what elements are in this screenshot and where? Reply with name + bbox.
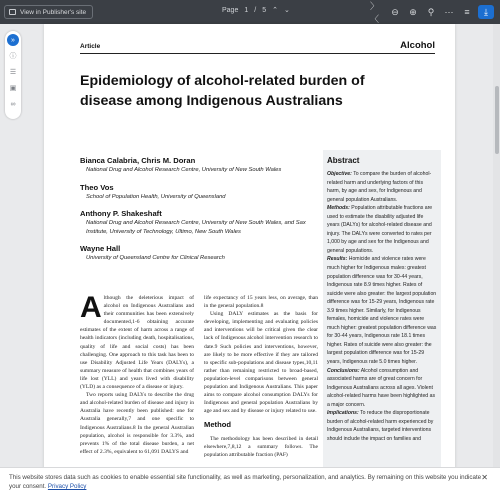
- article-type-label: Article: [80, 43, 101, 50]
- author-block: [80, 156, 310, 175]
- author-name: Wayne Hall: [80, 244, 121, 253]
- cookie-text: This website stores data such as cookies to enable essential site functionality, as well as marketing, personalization, and analytics. By remaining on this website you indicate your consent.: [9, 474, 482, 490]
- body-paragraph: lthough the deleterious impact of alcohol on Indigenous Australians and their communities has been extensively documented,1-6 obtaining accurate estimates of the extent of harm across a range of health indicators (including death, hospitalisations, quality of life and social costs) has been challenging. One approach to this task has been to use Disability Adjusted Life Years (DALYs), a summary measure of health that combines years of life lost (YLL) and years lived with disability (YLD) as a consequence of a disease or injury.: [80, 295, 194, 391]
- body-paragraph: Two reports using DALYs to describe the drug and alcohol-related burden of disease and injury in Australia have recently been published: one for Australia generally,7 and one specific to Indigenous Australians.8 In the general Australian population, alcohol is responsible for 3.3%, and prevents 1% of the total disease burden, a net effect of 2.3%, equivalent to 61,091 DALYS and: [80, 392, 194, 455]
- author-block: [80, 244, 310, 263]
- toolbar-actions: [370, 1, 494, 24]
- page-current[interactable]: 1: [244, 6, 249, 14]
- results-text: Homicide and violence rates were much higher for Indigenous males: greatest population difference was for 30-44 years, Indigenous rate 8.9 times higher. Rates of suicide were also greater: the largest population difference was for 15-29 years, Indigenous rate 3.9 times higher. Similarly, for Indigenous females, homicide and violence rates were much higher: greatest population difference was for 30-44 years, Indigenous rate 18.1 times higher. Rates of suicide were also greater: the largest population difference was for 15-29 years, Indigenous rate 5.0 times higher.: [327, 256, 437, 366]
- author-name: Anthony P. Shakeshaft: [80, 209, 162, 218]
- drop-cap: A: [80, 291, 102, 324]
- privacy-policy-link[interactable]: Privacy Policy: [47, 483, 87, 490]
- expand-sidebar-icon[interactable]: »: [7, 34, 19, 46]
- author-name: Theo Vos: [80, 182, 114, 192]
- pdf-page: [44, 24, 455, 500]
- author-list: [80, 156, 310, 271]
- header-divider: [80, 53, 435, 54]
- left-sidebar-rail: [5, 31, 21, 119]
- conclusions-text: Alcohol consumption and associated harms are of great concern for Indigenous Australians across all ages. Violent alcohol-related harms have been highlighted as a major concern.: [327, 367, 436, 408]
- body-column-1: [80, 291, 194, 456]
- abstract-text: [327, 170, 437, 444]
- search-icon[interactable]: ⚲: [427, 6, 435, 17]
- link-icon[interactable]: ∞: [10, 100, 16, 108]
- objective-label: Objective:: [327, 171, 352, 177]
- author-block: [80, 209, 310, 236]
- external-page-icon: [9, 9, 16, 15]
- top-toolbar: [0, 0, 500, 24]
- page-total: 5: [262, 6, 267, 14]
- abstract-box: [323, 150, 441, 500]
- image-icon[interactable]: ▣: [9, 85, 17, 92]
- conclusions-label: Conclusions:: [327, 367, 360, 374]
- abstract-heading: Abstract: [327, 156, 360, 165]
- author-affiliation: University of Queensland Centre for Clinical Research: [86, 255, 225, 261]
- chevron-up-icon[interactable]: ⌃: [272, 7, 278, 14]
- info-icon[interactable]: ⓘ: [9, 53, 17, 60]
- zoom-out-icon[interactable]: ⊖: [391, 6, 399, 17]
- chevron-down-icon[interactable]: ⌄: [284, 7, 290, 14]
- close-icon[interactable]: ✕: [481, 473, 488, 482]
- author-affiliation: National Drug and Alcohol Research Centre, University of New South Wales, and Sax Institute, University of Technology, Ultimo, New South Wales: [86, 220, 306, 235]
- list-icon[interactable]: ☰: [9, 69, 17, 76]
- author-block: [80, 183, 310, 202]
- method-heading: Method: [204, 420, 231, 430]
- view-in-publisher-button[interactable]: [4, 5, 93, 19]
- implications-label: Implications:: [327, 410, 359, 417]
- page-separator: /: [254, 6, 257, 14]
- fit-width-icon[interactable]: 〉〈: [370, 1, 380, 24]
- section-label: Alcohol: [400, 40, 435, 51]
- body-paragraph: Using DALY estimates as the basis for developing, implementing and evaluating policies and interventions will be critical given the clear lack of Indigenous alcohol intervention research to date.9 Such policies and interventions, however, are likely to be more effective if they are tailored to specific sub-populations and disease types,10,11 rather than remaining restricted to broad-based, population-level comparisons between general population and Indigenous Australians. This paper aims to compare alcohol consumption DALYs for Indigenous and general population Australians by age and sex and by disease or injury related to use.: [204, 311, 318, 415]
- author-name: Bianca Calabria, Chris M. Doran: [80, 156, 196, 165]
- cookie-banner: [0, 467, 500, 500]
- page-prefix: Page: [222, 6, 239, 14]
- article-title: Epidemiology of alcohol-related burden of disease among Indigenous Australians: [80, 73, 365, 109]
- view-in-publisher-label: View in Publisher's site: [20, 8, 87, 16]
- more-icon[interactable]: ⋯: [444, 6, 454, 17]
- author-affiliation: National Drug and Alcohol Research Centre, University of New South Wales: [86, 167, 282, 173]
- scrollbar-thumb[interactable]: [495, 86, 499, 154]
- vertical-scrollbar[interactable]: [493, 24, 500, 500]
- implications-text: To reduce the disproportionate burden of alcohol-related harm experienced by Indigenous Australians, targeted interventions should include the impact on families and: [327, 410, 434, 442]
- methods-label: Methods:: [327, 205, 350, 212]
- body-paragraph: The methodology has been described in detail elsewhere,7,8,12 a summary follows. The population attributable fraction (PAF): [204, 435, 318, 458]
- page-navigator: [222, 6, 290, 14]
- settings-sliders-icon[interactable]: ≡: [464, 7, 470, 17]
- zoom-in-icon[interactable]: ⊕: [409, 6, 417, 17]
- body-paragraph: life expectancy of 15 years less, on average, than in the general population.8: [204, 295, 318, 310]
- author-affiliation: School of Population Health, University of Queensland: [86, 193, 226, 200]
- results-label: Results:: [327, 256, 348, 263]
- download-icon[interactable]: ⤓: [478, 5, 494, 19]
- objective-text: To compare the burden of alcohol-related harm and underlying factors of this harm, by age and sex, for Indigenous and general population Australians.: [327, 171, 432, 203]
- body-column-2: [204, 294, 318, 459]
- methods-text: Population attributable fractions are used to estimate the disability adjusted life years (DALYs) for alcohol-related disease and injury. The DALYs were converted to rates per 1,000 by age and sex for the Indigenous and general populations.: [327, 205, 433, 254]
